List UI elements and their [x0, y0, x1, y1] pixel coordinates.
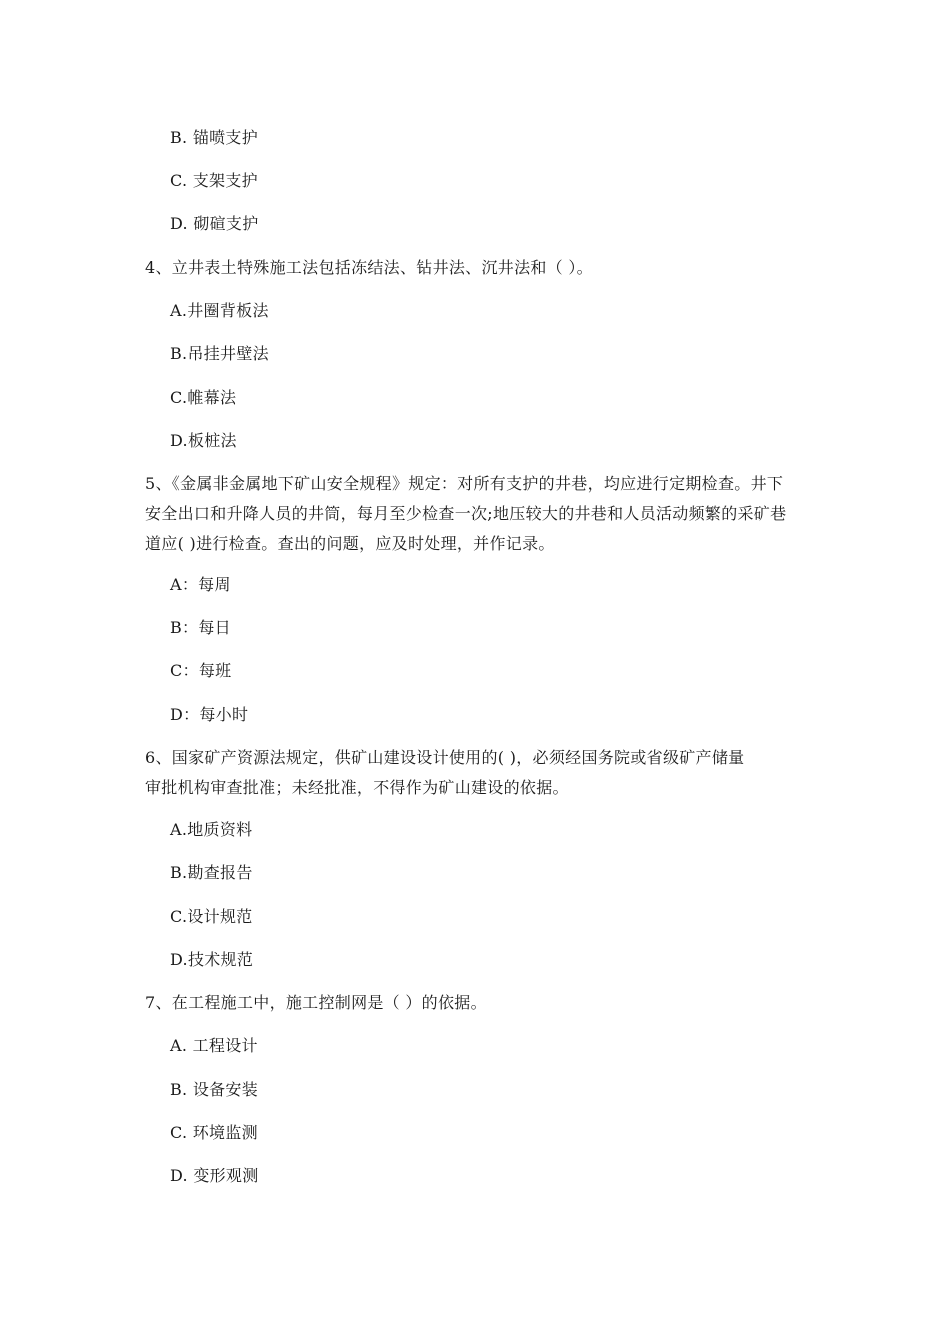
q7-option-a: A. 工程设计 [170, 1036, 258, 1055]
q3-option-c: C. 支架支护 [170, 171, 258, 190]
question-7: 7、在工程施工中，施工控制网是（ ）的依据。 [145, 993, 487, 1012]
q7-option-c: C. 环境监测 [170, 1123, 258, 1142]
q3-option-d: D. 砌碹支护 [170, 214, 259, 233]
q6-option-b: B.勘查报告 [170, 863, 253, 882]
question-5-line-1: 5、《金属非金属地下矿山安全规程》规定：对所有支护的井巷，均应进行定期检查。井下 [145, 474, 784, 493]
q6-option-c: C.设计规范 [170, 907, 253, 926]
q4-option-a: A.井圈背板法 [170, 301, 269, 320]
q5-option-a: A：每周 [170, 575, 231, 594]
q3-option-b: B. 锚喷支护 [170, 128, 259, 147]
question-5-line-2: 安全出口和升降人员的井筒，每月至少检查一次;地压较大的井巷和人员活动频繁的采矿巷 [145, 504, 787, 523]
q7-option-b: B. 设备安装 [170, 1080, 259, 1099]
q4-option-d: D.板桩法 [170, 431, 237, 450]
q5-option-b: B：每日 [170, 618, 231, 637]
question-6-line-1: 6、国家矿产资源法规定，供矿山建设设计使用的( )，必须经国务院或省级矿产储量 [145, 748, 745, 767]
q7-option-d: D. 变形观测 [170, 1166, 259, 1185]
q4-option-c: C.帷幕法 [170, 388, 237, 407]
q5-option-d: D：每小时 [170, 705, 249, 724]
q6-option-a: A.地质资料 [170, 820, 253, 839]
question-6-line-2: 审批机构审查批准；未经批准，不得作为矿山建设的依据。 [145, 778, 569, 797]
q5-option-c: C：每班 [170, 661, 232, 680]
question-4: 4、立井表土特殊施工法包括冻结法、钻井法、沉井法和（ ）。 [145, 258, 593, 277]
q4-option-b: B.吊挂井壁法 [170, 344, 269, 363]
q6-option-d: D.技术规范 [170, 950, 254, 969]
question-5-line-3: 道应( )进行检查。查出的问题，应及时处理，并作记录。 [145, 534, 555, 553]
